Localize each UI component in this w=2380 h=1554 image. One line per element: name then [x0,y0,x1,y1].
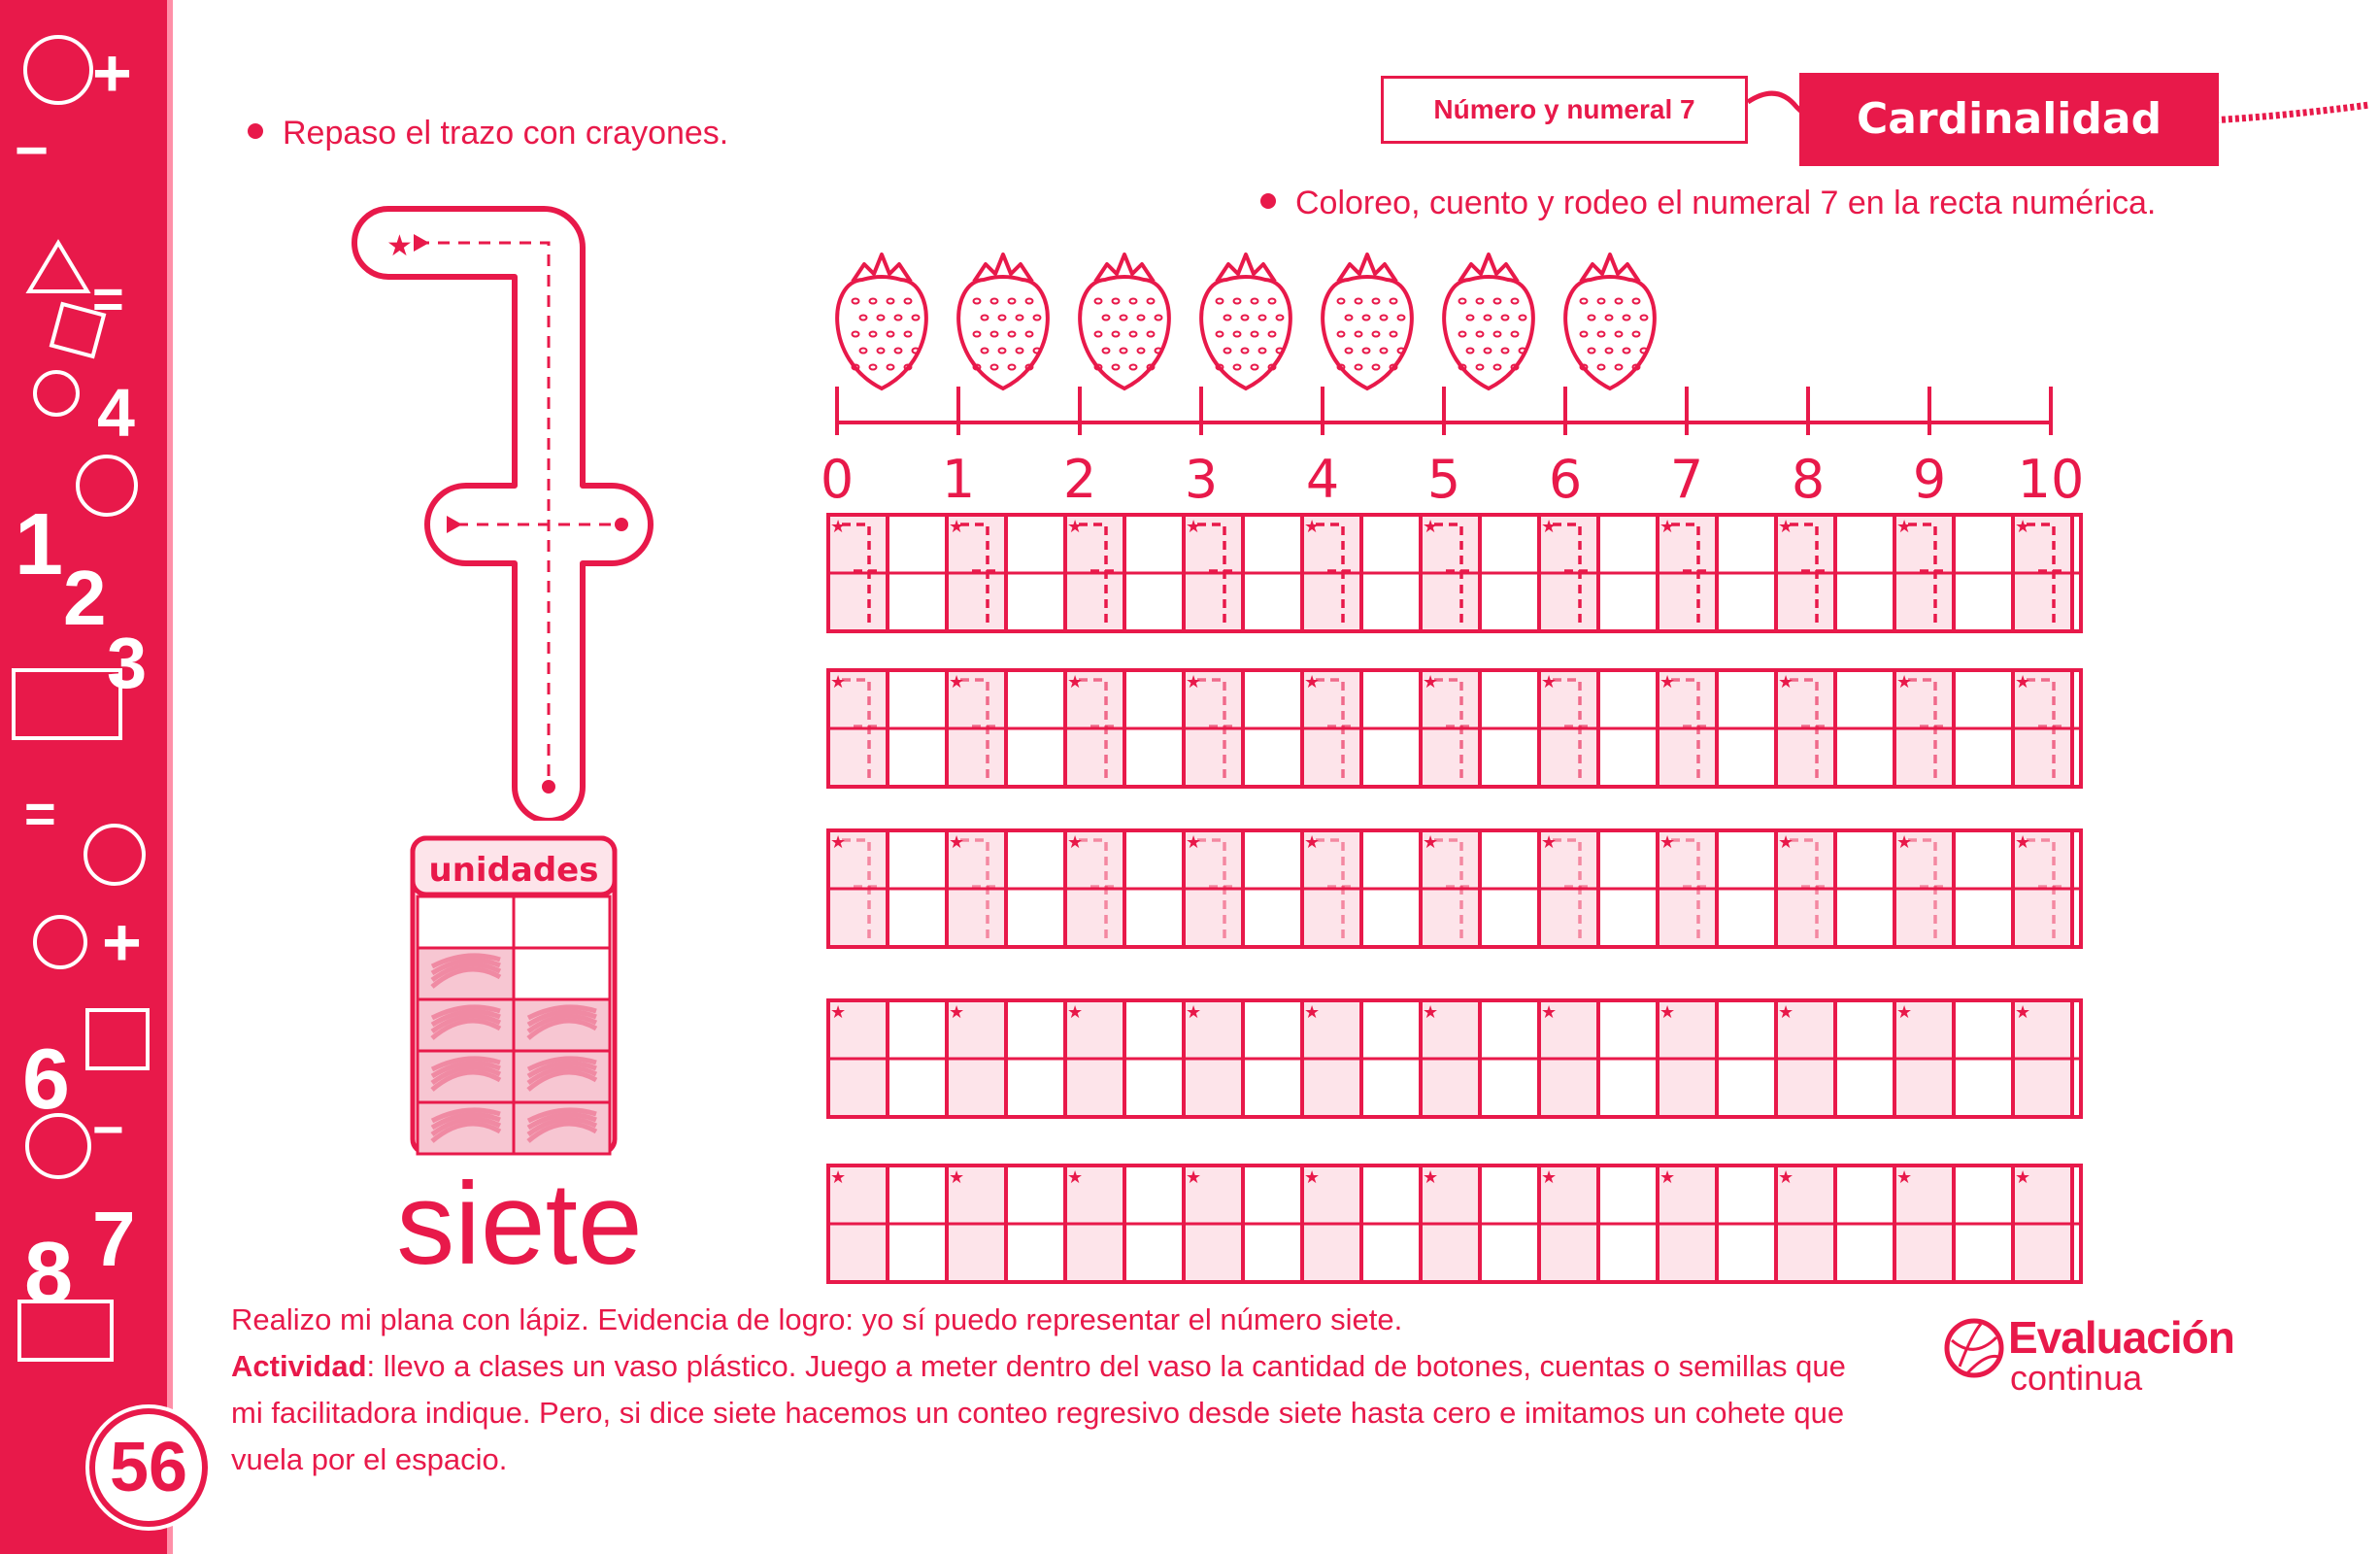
start-star-icon: ★ [1896,672,1913,693]
practice-cell[interactable] [1184,830,1243,947]
practice-cell[interactable] [1658,830,1717,947]
practice-cell[interactable] [1658,670,1717,787]
practice-cell[interactable] [2013,830,2072,947]
practice-cell[interactable] [1894,670,1954,787]
sidebar-icons [0,0,173,1554]
start-star-icon: ★ [1541,517,1558,537]
bottom-instructions [231,1297,1882,1483]
number-line-area [816,243,2097,510]
start-star-icon: ★ [2015,832,2031,853]
start-star-icon: ★ [1423,1002,1439,1023]
circle-icon [35,372,78,415]
practice-cell[interactable] [1539,1000,1598,1117]
sidebar-glyph: 2 [63,555,107,641]
number-line-label[interactable]: 6 [1548,449,1583,510]
practice-cell[interactable] [1776,1166,1835,1282]
practice-cell[interactable] [828,515,888,631]
start-star-icon: ★ [1423,517,1439,537]
practice-cell[interactable] [1894,1000,1954,1117]
instruction-count: Coloreo, cuento y rodeo el numeral 7 en la recta numérica. [1260,185,2156,222]
practice-cell[interactable] [1421,1000,1480,1117]
practice-cell[interactable] [947,830,1006,947]
strawberry-icon[interactable] [1444,254,1533,388]
units-table [410,835,618,1156]
strawberry-icon[interactable] [837,254,926,388]
start-star-icon: ★ [1186,1167,1202,1188]
start-star-icon: ★ [949,1167,965,1188]
start-star-icon: ★ [1067,517,1084,537]
apple-icon [27,1115,89,1177]
practice-cell[interactable] [2013,1166,2072,1282]
start-star-icon: ★ [1304,1167,1321,1188]
start-star-icon: ★ [949,517,965,537]
sidebar-glyph: 7 [92,1196,136,1282]
start-star-icon: ★ [1423,832,1439,853]
apple-icon [78,456,136,515]
practice-cell[interactable] [828,830,888,947]
start-star-icon: ★ [1304,517,1321,537]
number-line-label[interactable]: 3 [1184,449,1219,510]
number-line-label[interactable]: 4 [1305,449,1340,510]
practice-cell[interactable] [1065,830,1124,947]
start-star-icon: ★ [1778,672,1794,693]
practice-cell[interactable] [1539,830,1598,947]
practice-cell[interactable] [1894,1166,1954,1282]
sidebar-glyph: + [102,904,142,980]
start-star-icon: ★ [1067,832,1084,853]
practice-cell[interactable] [1776,1000,1835,1117]
traceable-numeral-7[interactable] [350,199,670,821]
start-star-icon: ★ [1186,517,1202,537]
start-star-icon: ★ [1186,672,1202,693]
practice-grid[interactable] [825,510,2088,1292]
practice-cell[interactable] [947,670,1006,787]
sidebar-glyph: + [92,35,132,111]
sidebar-glyph: = [24,783,56,844]
start-star-icon: ★ [830,672,847,693]
number-line-label[interactable]: 10 [2017,449,2085,510]
practice-cell[interactable] [1894,830,1954,947]
strawberry-icon[interactable] [1080,254,1169,388]
units-cell [418,896,514,948]
practice-cell[interactable] [1539,670,1598,787]
clock-icon [25,37,91,103]
abacus-icon [87,1010,148,1068]
practice-cell[interactable] [1539,1166,1598,1282]
practice-cell[interactable] [1302,830,1361,947]
number-line-label[interactable]: 5 [1426,449,1461,510]
book-icon [14,670,120,738]
practice-cell[interactable] [1065,670,1124,787]
strawberry-icon[interactable] [1565,254,1655,388]
practice-cell[interactable] [1539,515,1598,631]
practice-cell[interactable] [1184,1000,1243,1117]
number-line-label[interactable]: 1 [941,449,976,510]
practice-cell[interactable] [828,1166,888,1282]
start-star-icon: ★ [949,672,965,693]
sidebar-glyph: 3 [107,623,148,703]
practice-row[interactable] [828,830,2081,947]
sidebar-glyph: 6 [22,1030,70,1127]
badge-subtitle: continua [2010,1358,2143,1398]
practice-cell[interactable] [1065,1000,1124,1117]
start-star-icon: ★ [1423,1167,1439,1188]
start-star-icon: ★ [1186,832,1202,853]
start-star-icon: ★ [1778,517,1794,537]
start-star-icon: ★ [1067,1002,1084,1023]
practice-cell[interactable] [947,515,1006,631]
practice-cell[interactable] [1065,515,1124,631]
start-star-icon: ★ [1896,1167,1913,1188]
sidebar-glyph: 8 [24,1225,74,1322]
start-star-icon: ★ [2015,1002,2031,1023]
practice-cell[interactable] [1421,1166,1480,1282]
start-star-icon: ★ [1778,1167,1794,1188]
instruction-trace: Repaso el trazo con crayones. [248,115,728,152]
bullet-icon [1260,193,1276,209]
start-star-icon: ★ [1778,832,1794,853]
start-star-icon: ★ [2015,672,2031,693]
units-cell [514,896,610,948]
practice-cell[interactable] [947,1166,1006,1282]
practice-cell[interactable] [1776,515,1835,631]
start-star-icon: ★ [1896,1002,1913,1023]
sidebar-glyph: − [92,1098,124,1160]
practice-cell[interactable] [1302,670,1361,787]
svg-text:★: ★ [386,229,413,263]
practice-cell[interactable] [1776,830,1835,947]
practice-cell[interactable] [1184,670,1243,787]
start-star-icon: ★ [1659,832,1676,853]
practice-cell[interactable] [947,1000,1006,1117]
activity-text: : llevo a clases un vaso plástico. Juego a meter dentro del vaso la cantidad de botones, cuentas o semillas que mi facilitadora indique. Pero, si dice siete hacemos un conteo regresivo desde siete hasta cero e imitamos un cohete que vuela por el espacio. [231,1349,1846,1476]
practice-cell[interactable] [1894,515,1954,631]
square-icon [51,304,104,356]
practice-cell[interactable] [1421,515,1480,631]
start-star-icon: ★ [2015,517,2031,537]
start-star-icon: ★ [1067,672,1084,693]
start-star-icon: ★ [949,832,965,853]
page-number: 56 [109,1429,188,1506]
strawberry-icon[interactable] [1323,254,1412,388]
units-cell [514,948,610,999]
practice-cell[interactable] [1184,515,1243,631]
start-star-icon: ★ [830,517,847,537]
practice-cell[interactable] [1658,1166,1717,1282]
practice-row[interactable] [828,1166,2081,1282]
strawberry-icon[interactable] [958,254,1048,388]
start-star-icon: ★ [2015,1167,2031,1188]
book-icon [19,1301,112,1360]
activity-paragraph [231,1343,1872,1483]
number-line-label[interactable]: 8 [1791,449,1826,510]
start-star-icon: ★ [1541,832,1558,853]
practice-cell[interactable] [1184,1166,1243,1282]
start-star-icon: ★ [1541,1002,1558,1023]
start-star-icon: ★ [1304,672,1321,693]
section-tab: Cardinalidad [1799,73,2219,166]
start-star-icon: ★ [1778,1002,1794,1023]
start-star-icon: ★ [1896,517,1913,537]
practice-cell[interactable] [1776,670,1835,787]
number-line-label[interactable]: 7 [1669,449,1704,510]
sidebar-glyph: = [92,268,124,329]
practice-cell[interactable] [1421,830,1480,947]
practice-cell[interactable] [2013,515,2072,631]
start-star-icon: ★ [1304,1002,1321,1023]
start-star-icon: ★ [949,1002,965,1023]
start-star-icon: ★ [1304,832,1321,853]
practice-cell[interactable] [2013,1000,2072,1117]
number-line-label[interactable]: 0 [820,449,855,510]
number-line-label[interactable]: 2 [1062,449,1097,510]
bullet-icon [248,123,263,139]
practice-cell[interactable] [1658,1000,1717,1117]
start-star-icon: ★ [830,1167,847,1188]
practice-cell[interactable] [1302,1000,1361,1117]
practice-cell[interactable] [828,1000,888,1117]
practice-cell[interactable] [828,670,888,787]
practice-cell[interactable] [1421,670,1480,787]
strawberry-icon[interactable] [1201,254,1291,388]
units-table-header: unidades [428,851,599,890]
triangle-icon [29,243,87,291]
practice-row[interactable] [828,670,2081,787]
start-star-icon: ★ [1659,517,1676,537]
sidebar-glyph: − [15,118,50,183]
practice-row[interactable] [828,515,2081,631]
start-star-icon: ★ [1659,1002,1676,1023]
number-line-label[interactable]: 9 [1912,449,1947,510]
sidebar-glyph: 4 [97,375,135,451]
apple-icon [35,917,85,967]
start-star-icon: ★ [1659,1167,1676,1188]
start-star-icon: ★ [1067,1167,1084,1188]
number-word: siete [396,1159,643,1289]
clock-icon [85,826,144,884]
activity-label: Actividad [231,1349,367,1383]
topic-label: Número y numeral 7 [1381,76,1748,144]
start-star-icon: ★ [1541,1167,1558,1188]
practice-cell[interactable] [1658,515,1717,631]
start-star-icon: ★ [1186,1002,1202,1023]
start-star-icon: ★ [1659,672,1676,693]
start-star-icon: ★ [1896,832,1913,853]
globe-icon [1942,1316,2006,1380]
start-star-icon: ★ [830,1002,847,1023]
practice-cell[interactable] [1065,1166,1124,1282]
practice-cell[interactable] [1302,515,1361,631]
sidebar-glyph: 1 [15,496,64,593]
practice-row[interactable] [828,1000,2081,1117]
practice-cell[interactable] [1302,1166,1361,1282]
start-star-icon: ★ [830,832,847,853]
achievement-evidence: Realizo mi plana con lápiz. Evidencia de logro: yo sí puedo representar el número siete. [231,1302,1403,1336]
practice-cell[interactable] [2013,670,2072,787]
start-star-icon: ★ [1423,672,1439,693]
start-star-icon: ★ [1541,672,1558,693]
badge-title: Evaluación [2008,1312,2234,1363]
